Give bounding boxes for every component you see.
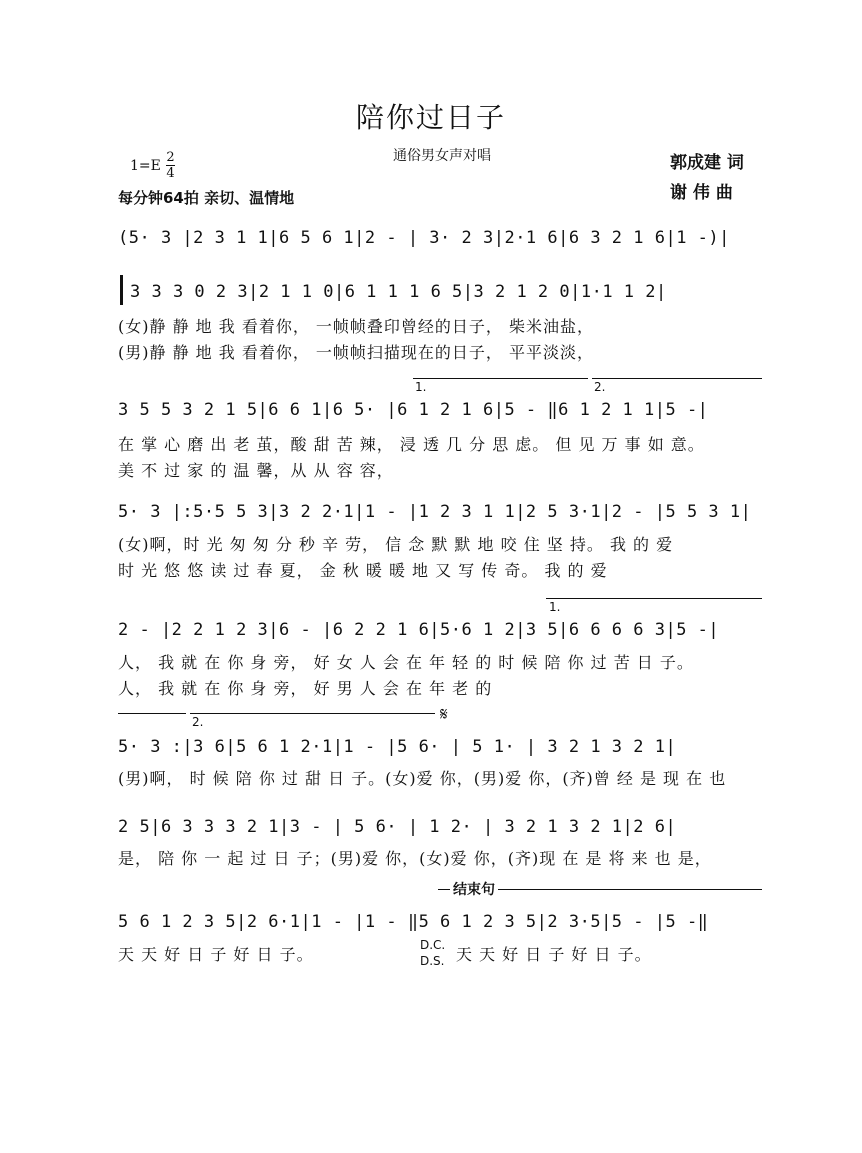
coda-label: 结束句 — [450, 879, 498, 899]
system-7-notes: 2 5|6 3 3 3 2 1|3 - | 5 6· | 1 2· | 3 2 1 3 2 1|2 6| — [118, 817, 677, 837]
system-3-lyric-2: 美 不 过 家 的 温 馨，从 从 容 容， — [118, 461, 394, 480]
system-5-lyric-1: 人， 我 就 在 你 身 旁， 好 女 人 会 在 年 轻 的 时 候 陪 你 过 苦 日 子。 — [118, 653, 694, 672]
time-signature-bottom: 4 — [166, 166, 175, 181]
ending-1-label: 1. — [415, 380, 427, 394]
ending-1-bracket — [413, 378, 588, 379]
ending-1-continuation — [118, 713, 186, 714]
song-title: 陪你过日子 — [355, 101, 506, 134]
system-2-lyric-1: (女)静 静 地 我 看着你， 一帧帧叠印曾经的日子， 柴米油盐， — [118, 317, 595, 336]
ending-1-label-b: 1. — [549, 600, 561, 614]
key-signature: 1=E — [130, 158, 161, 174]
system-7-lyric-1: 是， 陪 你 一 起 过 日 子；(男)爱 你，(女)爱 你，(齐)现 在 是 将 来 也 是， — [118, 849, 712, 868]
system-8-lyric-2: 天 天 好 日 子 好 日 子。 — [456, 945, 652, 964]
system-3-notes: 3 5 5 3 2 1 5|6 6 1|6 5· |6 1 2 1 6|5 - ‖6 1 2 1 1|5 -| — [118, 400, 709, 420]
song-subtitle: 通俗男女声对唱 — [393, 148, 491, 164]
system-4-lyric-1: (女)啊，时 光 匆 匆 分 秒 辛 劳， 信 念 默 默 地 咬 住 坚 持。 我 的 爱 — [118, 535, 674, 554]
lyricist-credit: 郭成建 词 — [670, 153, 744, 173]
time-signature-top: 2 — [166, 150, 175, 165]
ending-1-bracket-b — [546, 598, 762, 599]
system-4-lyric-2: 时 光 悠 悠 读 过 春 夏， 金 秋 暖 暖 地 又 写 传 奇。 我 的 爱 — [118, 561, 608, 580]
system-4-notes: 5· 3 |:5·5 5 3|3 2 2·1|1 - |1 2 3 1 1|2 5 3·1|2 - |5 5 3 1| — [118, 502, 752, 522]
ending-2-label-b: 2. — [192, 715, 204, 729]
system-8-lyric-1: 天 天 好 日 子 好 日 子。 — [118, 945, 314, 964]
composer-credit: 谢 伟 曲 — [670, 183, 733, 203]
ending-2-label: 2. — [594, 380, 606, 394]
system-6-notes: 5· 3 :|3 6|5 6 1 2·1|1 - |5 6· | 5 1· | 3 2 1 3 2 1| — [118, 737, 677, 757]
tempo-marking: 每分钟64拍 亲切、温情地 — [118, 189, 295, 207]
dc-mark: D.C. — [420, 938, 446, 952]
system-3-lyric-1: 在 掌 心 磨 出 老 茧，酸 甜 苦 辣， 浸 透 几 分 思 虑。 但 见 万 事 如 意。 — [118, 435, 705, 454]
segno-icon: 𝄋 — [440, 704, 448, 725]
time-signature — [166, 150, 175, 181]
ending-2-bracket — [592, 378, 762, 379]
ending-2-bracket-b — [190, 713, 435, 714]
system-8-notes: 5 6 1 2 3 5|2 6·1|1 - |1 - ‖5 6 1 2 3 5|2 3·5|5 - |5 -‖ — [118, 912, 709, 932]
ds-mark: D.S. — [420, 954, 445, 968]
system-2-lyric-2: (男)静 静 地 我 看着你， 一帧帧扫描现在的日子， 平平淡淡， — [118, 343, 595, 362]
system-5-lyric-2: 人， 我 就 在 你 身 旁， 好 男 人 会 在 年 老 的 — [118, 679, 493, 698]
system-5-notes: 2 - |2 2 1 2 3|6 - |6 2 2 1 6|5·6 1 2|3 5|6 6 6 6 3|5 -| — [118, 620, 720, 640]
system-6-lyric-1: (男)啊， 时 候 陪 你 过 甜 日 子。(女)爱 你，(男)爱 你，(齐)曾 经 是 现 在 也 — [118, 769, 727, 788]
system-2-notes: 3 3 3 0 2 3|2 1 1 0|6 1 1 1 6 5|3 2 1 2 0|1·1 1 2| — [130, 282, 667, 302]
system-1-notes: (5· 3 |2 3 1 1|6 5 6 1|2 - | 3· 2 3|2·1 6|6 3 2 1 6|1 -)| — [118, 228, 730, 248]
repeat-start-bar — [120, 275, 123, 305]
